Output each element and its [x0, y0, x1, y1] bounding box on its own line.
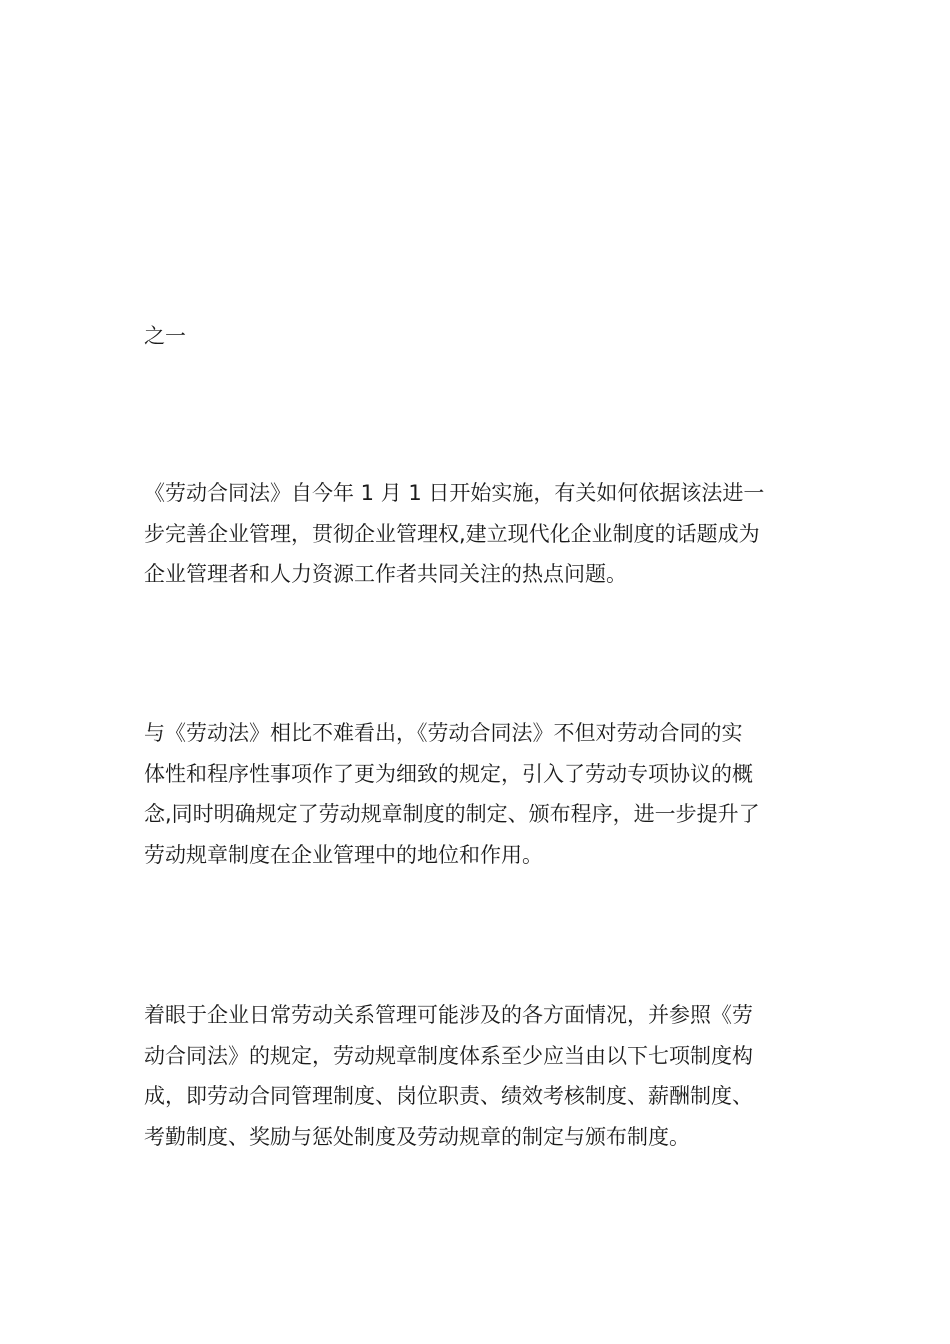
paragraph-3: [144, 995, 804, 1157]
section-heading: [144, 316, 804, 357]
paragraph-line: 念,同时明确规定了劳动规章制度的制定、颁布程序，进一步提升了: [144, 802, 760, 826]
heading-text: 之一: [144, 324, 186, 348]
paragraph-line: 动合同法》的规定，劳动规章制度体系至少应当由以下七项制度构: [144, 1043, 753, 1068]
paragraph-line: 与《劳动法》相比不难看出，《劳动合同法》不但对劳动合同的实: [144, 721, 743, 745]
paragraph-line: 成，即劳动合同管理制度、岗位职责、绩效考核制度、薪酬制度、: [144, 1084, 753, 1108]
paragraph-line: 步完善企业管理，贯彻企业管理权,建立现代化企业制度的话题成为: [144, 521, 760, 546]
paragraph-line: 劳动规章制度在企业管理中的地位和作用。: [144, 842, 543, 867]
paragraph-line: 企业管理者和人力资源工作者共同关注的热点问题。: [144, 562, 627, 586]
paragraph-line: 体性和程序性事项作了更为细致的规定，引入了劳动专项协议的概: [144, 761, 753, 786]
paragraph-line: 着眼于企业日常劳动关系管理可能涉及的各方面情况，并参照《劳: [144, 1003, 753, 1027]
paragraph-2: [144, 713, 804, 875]
paragraph-line: 考勤制度、奖励与惩处制度及劳动规章的制定与颁布制度。: [144, 1124, 690, 1149]
paragraph-line: 《劳动合同法》自今年 1 月 1 日开始实施，有关如何依据该法进一: [144, 481, 765, 505]
paragraph-1: [144, 473, 804, 595]
